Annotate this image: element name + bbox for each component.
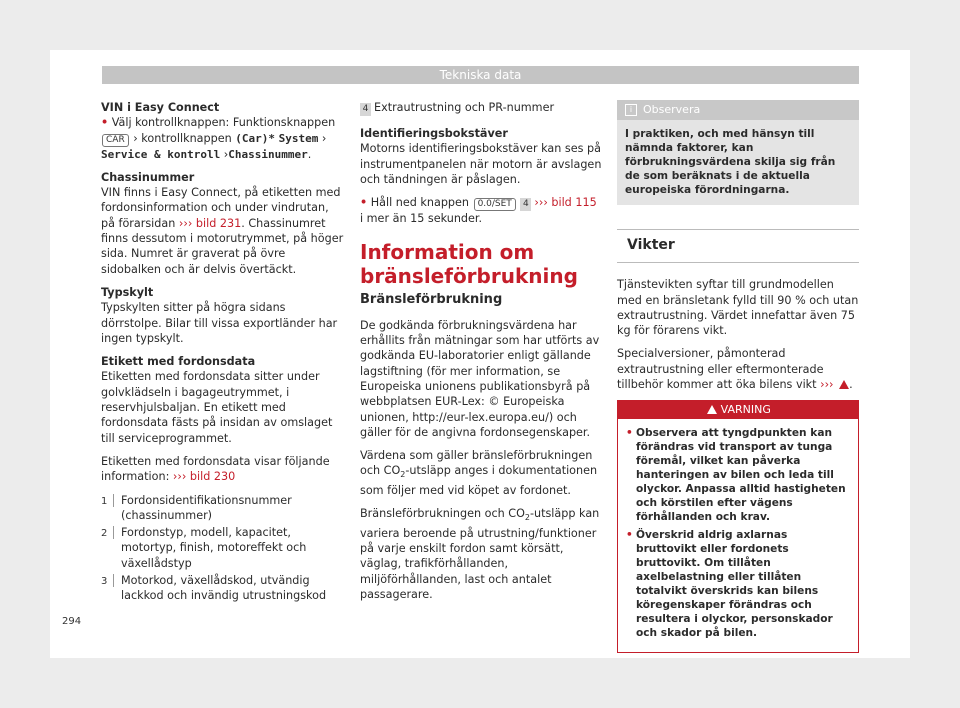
subscript: 2: [524, 513, 530, 523]
info-icon: i: [625, 104, 637, 116]
text: -utsläpp kan variera beroende på utrustning/funktioner på varje enskilt fordon samt körsätt, väglag, trafikförhållanden, miljöförhållanden, last och antalet passagerare.: [360, 507, 600, 601]
item-text: Motorkod, växellådskod, utvändig lackkod och invändig utrustningskod: [121, 574, 327, 603]
warning-item: [626, 528, 850, 640]
list-item: [101, 573, 345, 604]
warning-item: [626, 426, 850, 524]
menu-system: System: [278, 131, 319, 145]
page-header: Tekniska data: [102, 66, 859, 84]
fuel-paragraph-3: [360, 506, 602, 602]
bullet-icon: •: [101, 116, 109, 130]
note-box: [617, 100, 859, 205]
etikett-paragraph: Etiketten med fordonsdata sitter under golvklädseln i bagageutrymmet, i reservhjulsbaljan. En etikett med fordonsdata fästs på insidan av omslaget till serviceprogrammet.: [101, 370, 333, 445]
car-code: (Car)*: [235, 131, 276, 145]
car-key: CAR: [102, 134, 129, 147]
warning-box: [617, 400, 859, 653]
section-title: Information om bränsleförbrukning: [360, 240, 578, 289]
column-middle: [360, 100, 602, 610]
item-number: 4: [520, 198, 531, 211]
note-header: [617, 100, 859, 120]
item-number: 2: [101, 526, 107, 541]
etikett-paragraph-2: [101, 454, 345, 485]
etikett-text: Etiketten med fordonsdata visar följande information:: [101, 454, 330, 484]
text: Specialversioner, påmonterad extrautrustning eller eftermonterade tillbehör kommer att öka bilens vikt: [617, 347, 824, 392]
figure-link[interactable]: ››› bild 115: [534, 196, 597, 210]
ident-paragraph: Motorns identifieringsbokstäver kan ses på instrumentpanelen när motorn är avslagen och tändningen är påslagen.: [360, 142, 602, 186]
item-number: 3: [101, 574, 107, 589]
text: Värdena som gäller bränsleförbrukningen och CO: [360, 449, 593, 478]
vin-mid-text: › kontrollknappen: [133, 131, 232, 145]
etikett-heading: Etikett med fordonsdata: [101, 355, 256, 369]
note-text: I praktiken, och med hänsyn till nämnda faktorer, kan förbrukningsvärdena skilja sig från de som beräknats i de aktuella europeiska förordningarna.: [625, 128, 836, 196]
vin-instruction: [101, 115, 345, 162]
warning-link[interactable]: ›››: [820, 378, 834, 392]
subscript: 2: [400, 470, 406, 480]
menu-separator: ›: [321, 131, 327, 145]
hold-text: Håll ned knappen: [370, 196, 469, 210]
menu-service: Service & kontroll: [101, 147, 221, 161]
hold-instruction: [360, 195, 602, 226]
vikter-paragraph-1: Tjänstevikten syftar till grundmodellen med en bränsletank fylld till 90 % och utan extrautrustning. Värdet innefattar även 75 kg för förarens vikt.: [617, 278, 859, 338]
vikter-paragraph-2: Specialversioner, påmonterad extrautrustning eller eftermonterade tillbehör kommer att öka bilens vikt ››› .: [617, 347, 853, 392]
text: -utsläpp anges i dokumentationen som följer med vid köpet av fordonet.: [360, 464, 598, 497]
hold-text-2: i mer än 15 sekunder.: [360, 212, 483, 226]
ident-heading: Identifieringsbokstäver: [360, 127, 508, 140]
text: Bränsleförbrukningen och CO: [360, 507, 525, 521]
menu-separator: ›: [223, 147, 229, 161]
warning-body: [618, 419, 858, 652]
note-label: Observera: [643, 103, 701, 116]
bullet-icon: •: [626, 529, 633, 542]
item-text: Fordonsidentifikationsnummer (chassinummer): [121, 493, 292, 522]
chassis-paragraph: [101, 185, 345, 277]
section-subtitle: Bränsleförbrukning: [360, 292, 503, 308]
column-left: [101, 100, 345, 606]
chassis-heading: Chassinummer: [101, 170, 195, 184]
chassis-text: VIN finns i Easy Connect, på etiketten med fordonsinformation och under vindrutan, på förarsidan: [101, 186, 341, 230]
vikter-heading: Vikter: [617, 229, 859, 263]
figure-link[interactable]: ››› bild 231: [178, 216, 242, 230]
label-list: [101, 493, 345, 604]
item-text: Extrautrustning och PR-nummer: [374, 101, 555, 114]
bullet-icon: •: [360, 196, 368, 210]
vin-heading: VIN i Easy Connect: [101, 101, 220, 114]
item-number: 4: [360, 103, 371, 116]
chassis-text-2: . Chassinumret finns dessutom i motorutrymmet, på höger sida. Numret är graverat på övre sidobalken och är delvis övertäckt.: [101, 216, 344, 276]
item-number: 1: [101, 494, 107, 509]
fuel-paragraph-2: [360, 448, 602, 498]
warning-text: Överskrid aldrig axlarnas bruttovikt eller fordonets bruttovikt. Om tillåten axelbelastning eller tillåten totalvikt överskrids kan bilens köregenskaper förändras och resultera i olyckor, personskador och skador på bilen.: [636, 529, 833, 640]
vin-text: Välj kontrollknappen: Funktionsknappen: [111, 116, 336, 130]
warning-label: VARNING: [720, 403, 771, 417]
page-number: 294: [62, 616, 82, 627]
set-key: 0.0/SET: [474, 198, 516, 211]
warning-icon: [707, 405, 717, 414]
list-item: [101, 493, 345, 524]
warning-text: Observera att tyngdpunkten kan förändras vid transport av tunga föremål, vilket kan påverka hanteringen av bilen och leda till olyckor. Anpassa alltid hastigheten och körstilen efter vägens förhållanden och krav.: [636, 427, 846, 524]
fuel-paragraph-1: De godkända förbrukningsvärdena har erhållits från mätningar som har utförts av godkända EU-laboratorier enligt gällande lagstiftning (för mer information, se Europeiska unionens publikationsbyrå på webbplatsen EUR-Lex: © Europeiska unionen, http://eur-lex.europa.eu/) och gäller för de angivna fordonsegenskaper.: [360, 318, 600, 439]
menu-chassis: Chassinummer: [228, 147, 308, 161]
period: .: [307, 147, 312, 161]
figure-link[interactable]: ››› bild 230: [172, 470, 236, 484]
column-right: [617, 100, 859, 653]
item-text: Fordonstyp, modell, kapacitet, motortyp, finish, motoreffekt och växellådstyp: [121, 526, 307, 570]
warning-icon: [839, 380, 849, 389]
item-4: [360, 100, 602, 116]
warning-header: [618, 401, 858, 419]
bullet-icon: •: [626, 427, 633, 440]
typskylt-heading: Typskylt: [101, 285, 154, 299]
typskylt-paragraph: Typskylten sitter på högra sidans dörrstolpe. Bilar till vissa exportländer har ingen typskylt.: [101, 301, 338, 345]
list-item: [101, 525, 345, 571]
